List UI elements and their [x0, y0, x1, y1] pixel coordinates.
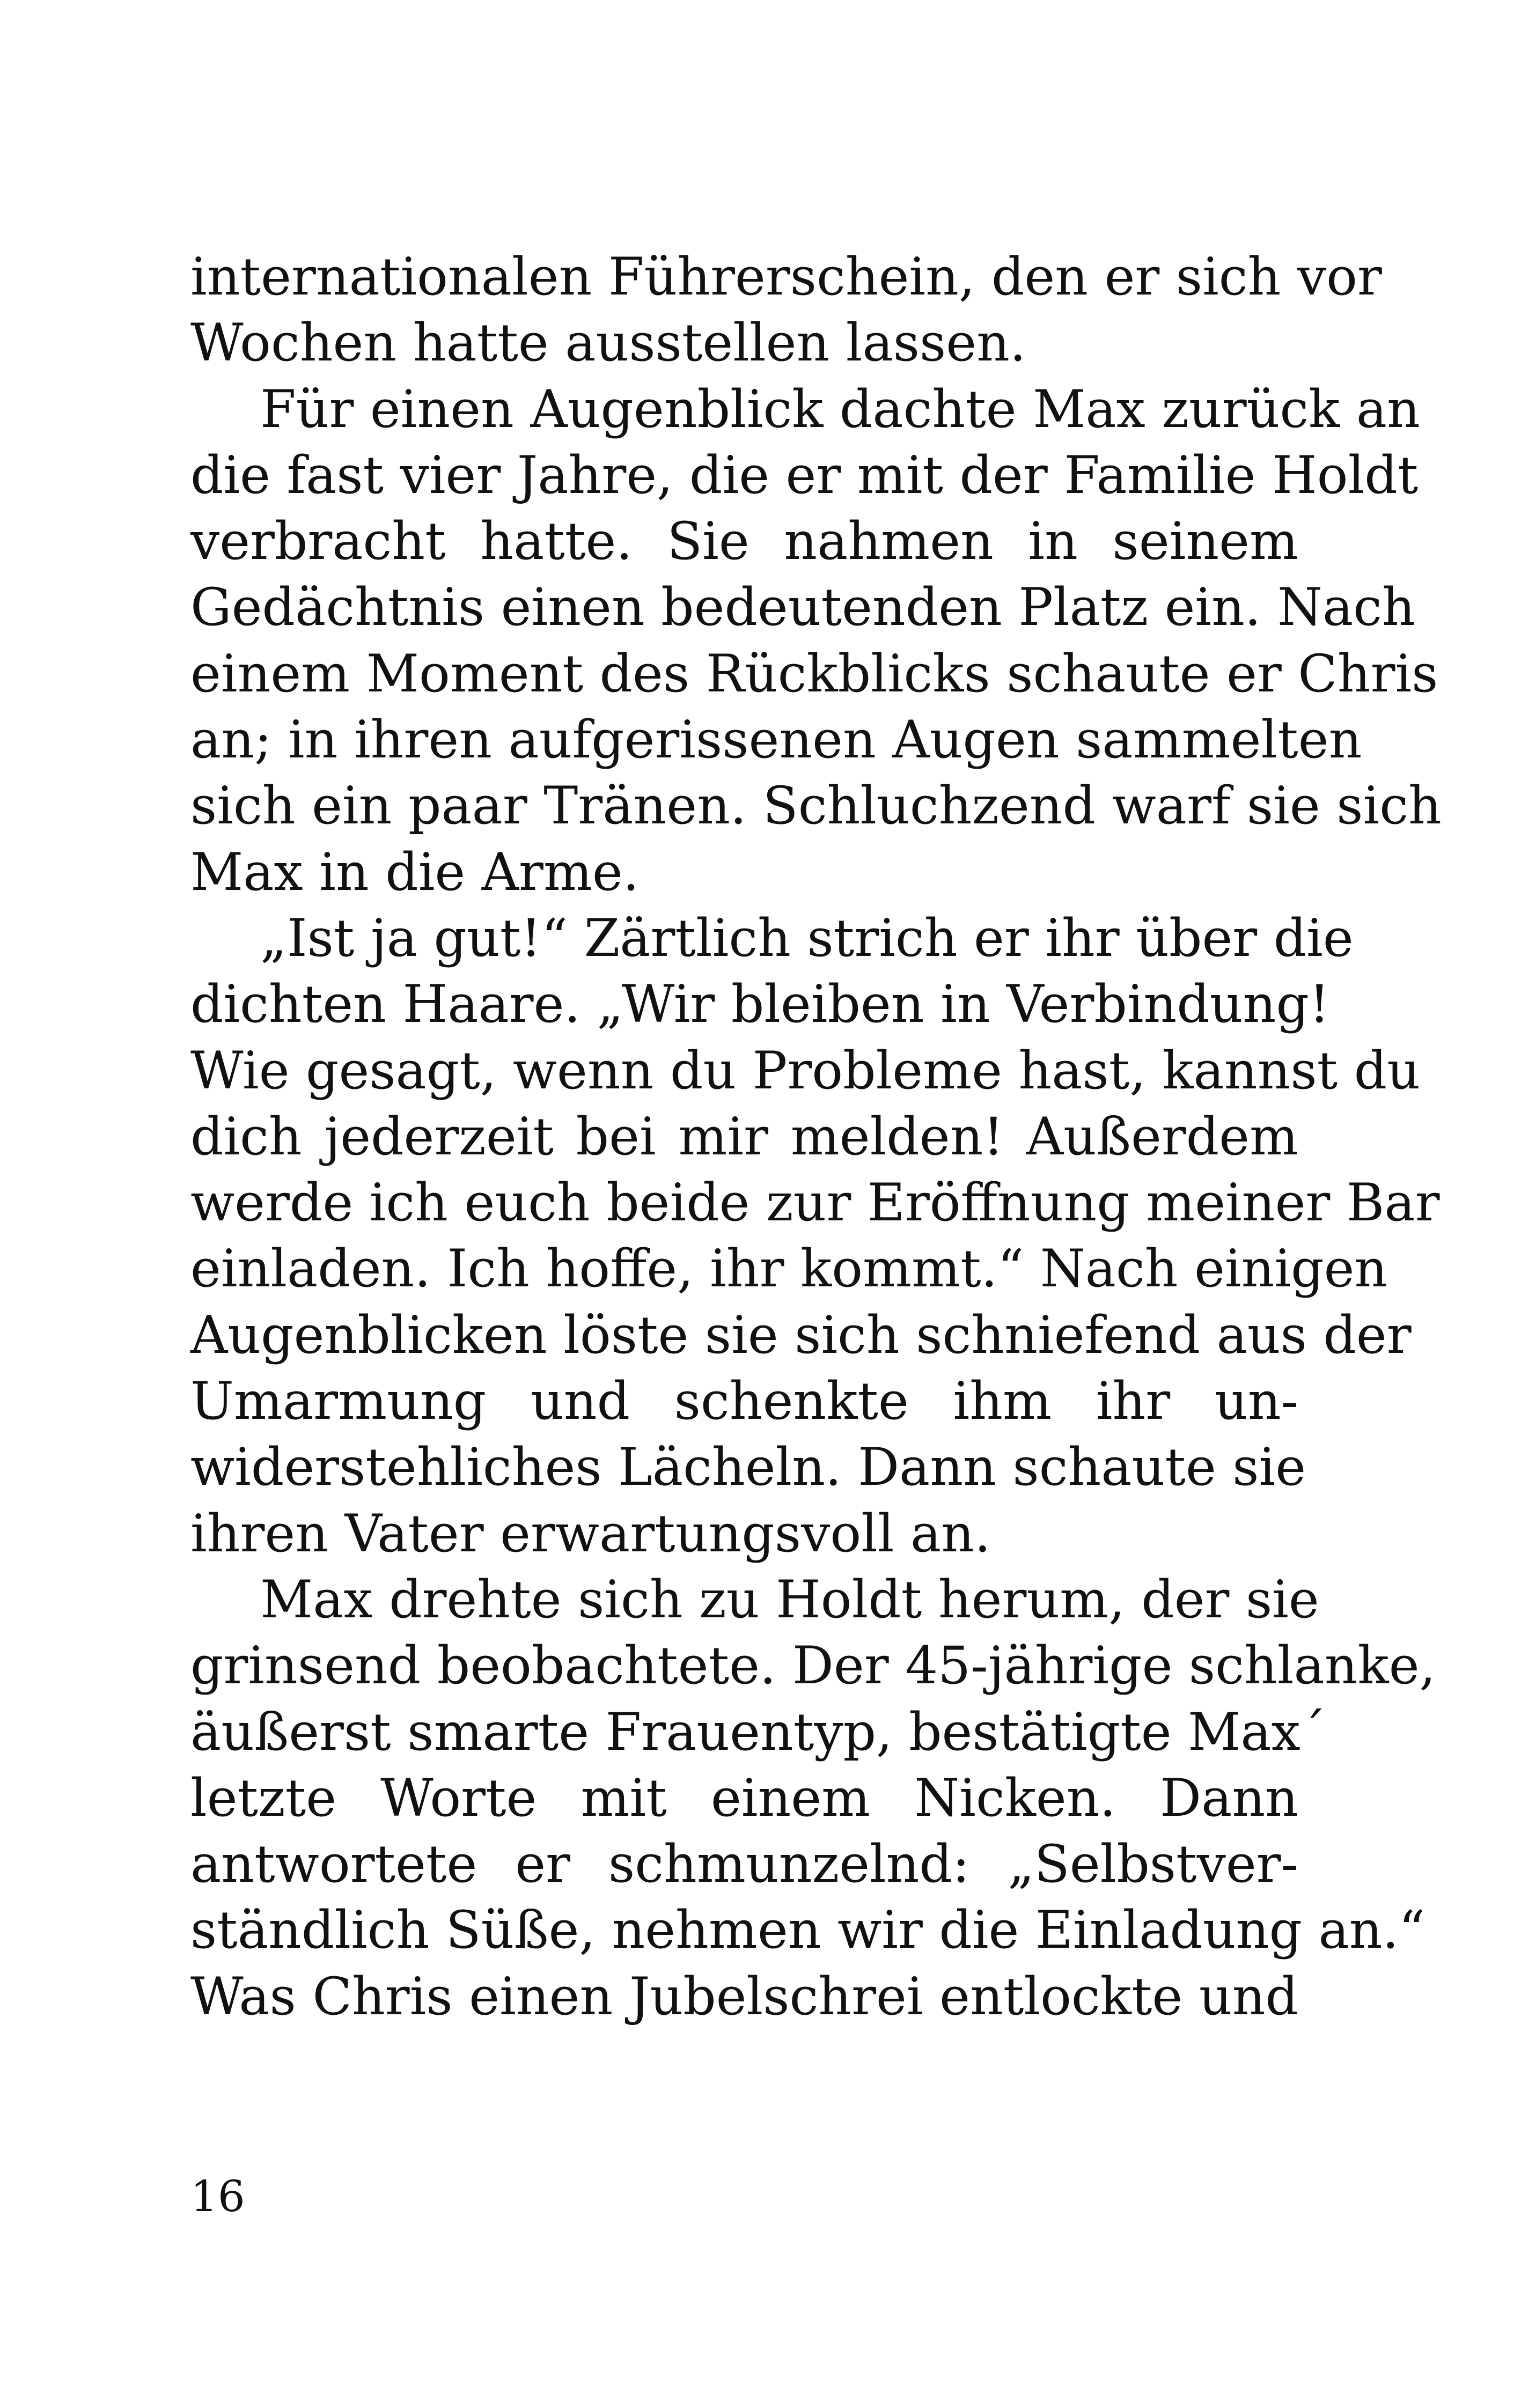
text-line: Wie gesagt, wenn du Probleme hast, kannst du [190, 1040, 1421, 1101]
text-line: sich ein paar Tränen. Schluchzend warf sie sich [190, 776, 1442, 836]
text-line: widerstehliches Lächeln. Dann schaute sie [190, 1437, 1306, 1498]
text-line: dich jederzeit bei mir melden! Außerdem [190, 1106, 1298, 1167]
text-line: Max drehte sich zu Holdt herum, der sie [260, 1569, 1319, 1630]
text-line: Wochen hatte ausstellen lassen. [190, 313, 1026, 373]
text-line: äußerst smarte Frauentyp, bestätigte Max´ [190, 1702, 1326, 1762]
text-line: Für einen Augenblick dachte Max zurück an [260, 379, 1420, 439]
text-line: einem Moment des Rückblicks schaute er Chris [190, 643, 1438, 704]
text-line: internationalen Führerschein, den er sich vor [190, 247, 1382, 307]
text-line: Was Chris einen Jubelschrei entlockte und [190, 1966, 1298, 2027]
text-line: die fast vier Jahre, die er mit der Familie Holdt [190, 445, 1419, 505]
text-line: letzte Worte mit einem Nicken. Dann [190, 1768, 1298, 1828]
text-line: an; in ihren aufgerissenen Augen sammelten [190, 710, 1362, 770]
text-line: grinsend beobachtete. Der 45-jährige schlanke, [190, 1636, 1436, 1696]
text-line: „Ist ja gut!“ Zärtlich strich er ihr über die [260, 908, 1354, 968]
text-line: einladen. Ich hoffe, ihr kommt.“ Nach einigen [190, 1239, 1388, 1299]
text-line: Umarmung und schenkte ihm ihr un- [190, 1371, 1298, 1432]
text-line: verbracht hatte. Sie nahmen in seinem [190, 511, 1298, 572]
text-line: ihren Vater erwartungsvoll an. [190, 1503, 991, 1564]
body-text [190, 244, 1442, 2030]
page-number: 16 [190, 2171, 245, 2221]
text-line: ständlich Süße, nehmen wir die Einladung an.“ [190, 1900, 1426, 1961]
text-line: Gedächtnis einen bedeutenden Platz ein. Nach [190, 577, 1415, 638]
text-line: Max in die Arme. [190, 842, 640, 902]
text-line: antwortete er schmunzelnd: „Selbstver- [190, 1834, 1298, 1895]
text-line: dichten Haare. „Wir bleiben in Verbindung! [190, 974, 1330, 1035]
text-line: werde ich euch beide zur Eröffnung meiner Bar [190, 1173, 1440, 1233]
text-line: Augenblicken löste sie sich schniefend aus der [190, 1305, 1412, 1365]
